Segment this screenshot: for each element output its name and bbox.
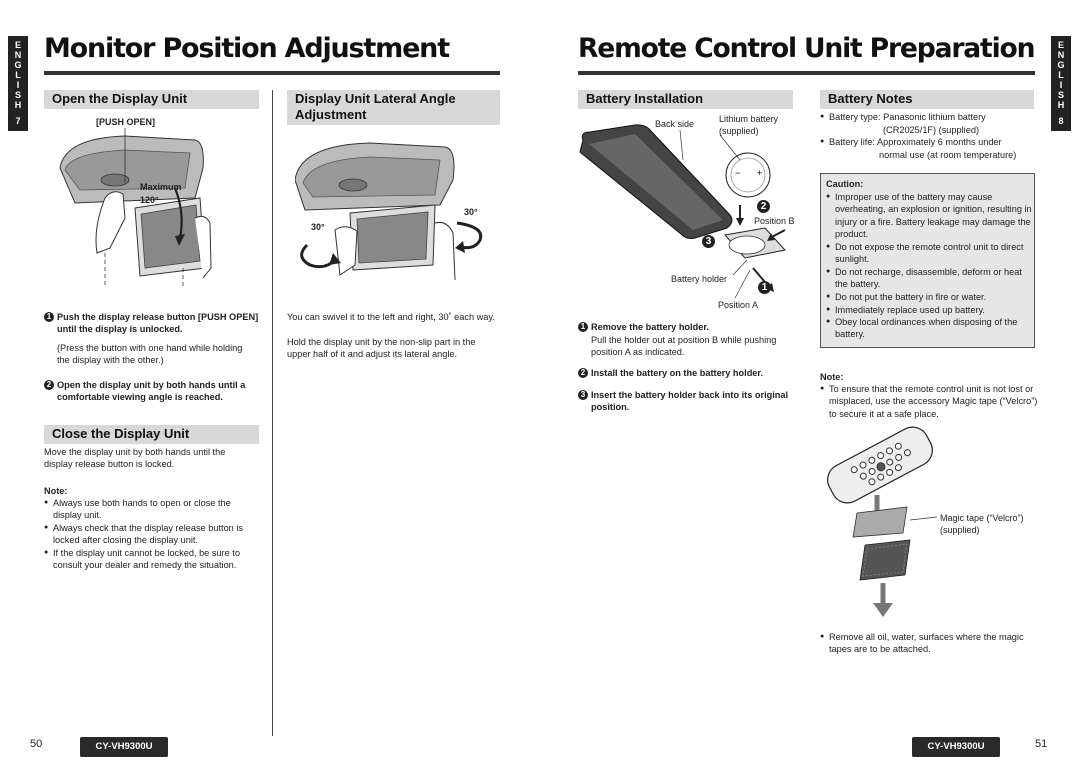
battery-step-1 [578, 321, 801, 333]
step-number-badge: 1 [578, 322, 588, 332]
section-heading-close-display: Close the Display Unit [44, 425, 259, 444]
figure-label-magic-supplied: (supplied) [940, 525, 980, 535]
battery-type [820, 111, 1039, 123]
close-note-1: ● Always use both hands to open or close the display unit. [44, 497, 258, 522]
figure-label-angle-right: 30° [464, 207, 478, 217]
language-tab-page: 7 [15, 116, 21, 126]
figure-label-maximum: Maximum [140, 182, 182, 192]
language-tab-left [8, 36, 28, 131]
open-step-1 [44, 311, 273, 336]
section-heading-open-display: Open the Display Unit [44, 90, 259, 109]
lateral-text-1: You can swivel it to the left and right, 30˚ each way. [287, 312, 495, 322]
figure-label-position-b: Position B [754, 216, 795, 226]
battery-note: ● To ensure that the remote control unit is not lost or misplaced, use the accessory Magic tape (“Velcro”) to secure it at a safe place. [820, 383, 1039, 420]
battery-step-3 [578, 389, 801, 414]
step-text: Open the display unit by both hands until a comfortable viewing angle is reached. [57, 380, 246, 403]
step-text: Push the display release button [PUSH OPEN] until the display is unlocked. [57, 312, 259, 335]
battery-type-line-1: Battery type: Panasonic lithium battery [829, 112, 986, 122]
figure-label-angle: 120° [140, 195, 159, 205]
battery-life [820, 136, 1039, 148]
figure-label-supplied: (supplied) [719, 126, 759, 136]
section-heading-lateral: Display Unit Lateral Angle Adjustment [287, 90, 500, 125]
title-rule-left [44, 71, 500, 75]
model-label-right: CY-VH9300U [912, 737, 1000, 757]
step-number-badge: 2 [578, 368, 588, 378]
language-tab-letters: E N G L I S H [14, 40, 22, 110]
lateral-text-2: Hold the display unit by the non-slip part in the upper half of it and adjust its lateral angle. [287, 337, 476, 360]
figure-step-number: 1 [758, 281, 771, 294]
page-title-right: Remote Control Unit Preparation [578, 33, 1035, 64]
caution-item: ● Immediately replace used up battery. [826, 304, 1035, 316]
figure-step-number: 2 [757, 200, 770, 213]
caution-item: ● Improper use of the battery may cause overheating, an explosion or ignition, resulting in injury or a fire. Battery leakage may damage the product. [826, 191, 1035, 241]
close-note-label: Note: [44, 486, 68, 496]
caution-item: ● Do not recharge, disassemble, deform or heat the battery. [826, 266, 1035, 291]
caution-label: Caution: [826, 179, 864, 189]
step-text: Insert the battery holder back into its original position. [591, 390, 789, 413]
page-number-right: 51 [1035, 738, 1048, 750]
caution-item: ● Do not expose the remote control unit to direct sunlight. [826, 241, 1035, 266]
section-heading-battery-notes: Battery Notes [820, 90, 1034, 109]
svg-text:+: + [757, 168, 763, 178]
battery-step-1-text: Pull the holder out at position B while pushing position A as indicated. [591, 335, 777, 358]
battery-final-note: ● Remove all oil, water, surfaces where the magic tapes are to be attached. [820, 631, 1041, 656]
svg-text:−: − [735, 168, 741, 178]
step-number-badge: 1 [44, 312, 54, 322]
battery-step-2 [578, 367, 801, 379]
battery-life-line-1: Battery life: Approximately 6 months under [829, 137, 1002, 147]
close-display-text: Move the display unit by both hands until the display release button is locked. [44, 447, 226, 470]
close-note-2: ● Always check that the display release button is locked after closing the display unit. [44, 522, 258, 547]
open-step-2 [44, 379, 273, 404]
step-number-badge: 3 [578, 390, 588, 400]
caution-item: ● Obey local ordinances when disposing of the battery. [826, 316, 1035, 341]
figure-label-back-side: Back side [655, 119, 695, 129]
battery-type-line-2: (CR2025/1F) (supplied) [883, 125, 979, 135]
close-note-3: ● If the display unit cannot be locked, be sure to consult your dealer and remedy the situation. [44, 547, 258, 572]
caution-item: ● Do not put the battery in fire or water. [826, 291, 1035, 303]
center-divider [272, 90, 273, 736]
figure-label-push-open: [PUSH OPEN] [96, 117, 156, 127]
step-text: Install the battery on the battery holder. [591, 368, 764, 378]
figure-step-number: 3 [702, 235, 715, 248]
battery-life-line-2: normal use (at room temperature) [879, 150, 1017, 160]
figure-label-angle-left: 30° [311, 222, 325, 232]
figure-label-lithium: Lithium battery [719, 114, 779, 124]
figure-label-magic-tape: Magic tape (“Velcro”) [940, 513, 1024, 523]
step-number-badge: 2 [44, 380, 54, 390]
figure-label-position-a: Position A [718, 300, 759, 310]
language-tab-right [1051, 36, 1071, 131]
open-display-illustration [55, 128, 230, 288]
page-title-left: Monitor Position Adjustment [44, 33, 449, 64]
section-heading-battery-install: Battery Installation [578, 90, 793, 109]
model-label-left: CY-VH9300U [80, 737, 168, 757]
step-text: Remove the battery holder. [591, 322, 709, 332]
remote-magic-tape-illustration [815, 425, 945, 625]
title-rule-right [578, 71, 1035, 75]
caution-box [820, 173, 1035, 348]
figure-label-battery-holder: Battery holder [671, 274, 728, 284]
battery-note-label: Note: [820, 372, 844, 382]
language-tab-page: 8 [1058, 116, 1064, 126]
open-step-1-note: (Press the button with one hand while holding the display with the other.) [57, 343, 243, 366]
page-number-left: 50 [30, 738, 43, 750]
language-tab-letters: E N G L I S H [1057, 40, 1065, 110]
